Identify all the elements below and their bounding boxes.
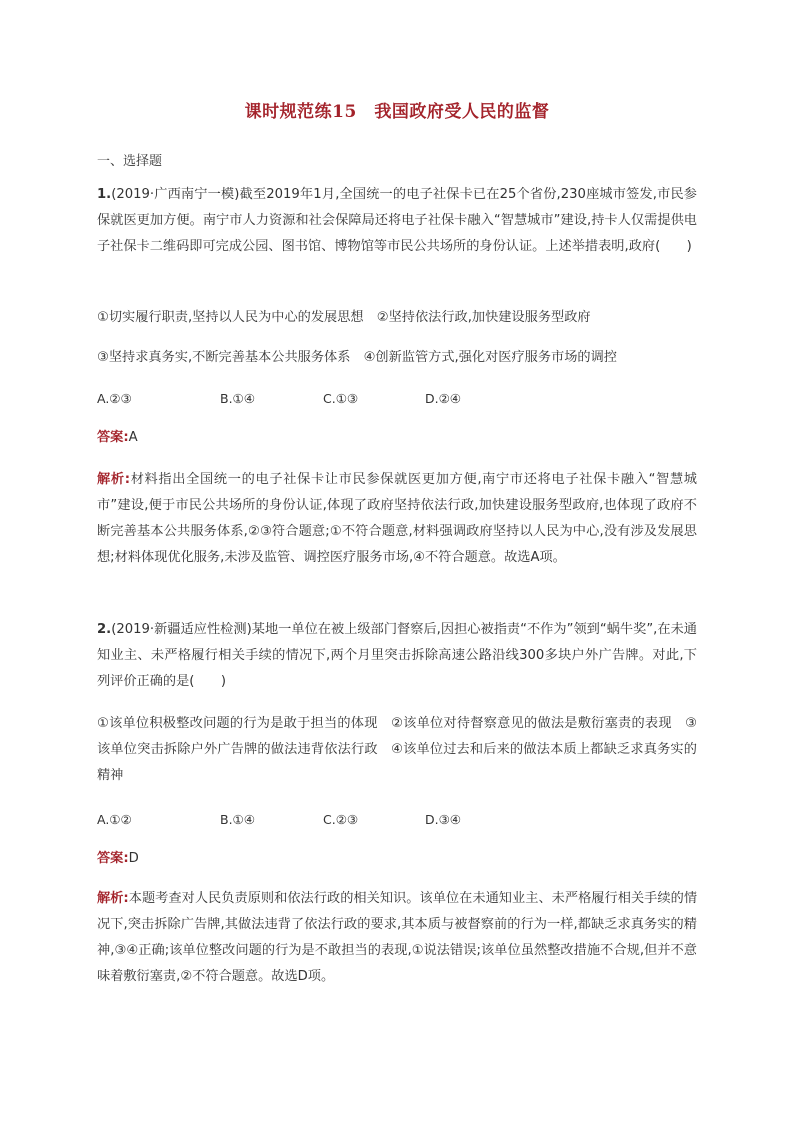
- question-2-answer: [97, 846, 697, 872]
- question-1-statements-line-1: ①切实履行职责,坚持以人民为中心的发展思想 ②坚持依法行政,加快建设服务型政府: [97, 310, 591, 325]
- question-1-analysis: [97, 467, 697, 571]
- question-2-answer-value: D: [128, 851, 139, 866]
- question-1-answer-value: A: [128, 430, 138, 445]
- question-2-stem: (2019·新疆适应性检测)某地一单位在被上级部门督察后,因担心被指责“不作为”领到“蜗牛奖”,在未通知业主、未严格履行相关手续的情况下,两个月里突击拆除高速公路沿线300多块户外广告牌。对此,下列评价正确的是( ): [97, 622, 697, 689]
- question-1-answer-label: 答案:: [97, 430, 129, 445]
- question-2-option-d: D.③④: [425, 812, 462, 827]
- question-2-number: 2.: [97, 622, 112, 637]
- question-2-analysis: [97, 886, 697, 990]
- question-1-option-d: D.②④: [425, 391, 462, 406]
- question-1-answer: [97, 425, 697, 451]
- question-2-stem-block: [97, 617, 697, 695]
- question-2-analysis-text: 本题考查对人民负责原则和依法行政的相关知识。该单位在未通知业主、未严格履行相关手续的情况下,突击拆除广告牌,其做法违背了依法行政的要求,其本质与被督察前的行为一样,都缺乏求真务实的精神,③④正确;该单位整改问题的行为是不敢担当的表现,①说法错误;该单位虽然整改措施不合规,但并不意味着敷衍塞责,②不符合题意。故选D项。: [97, 891, 698, 984]
- question-1-analysis-text: 材料指出全国统一的电子社保卡让市民参保就医更加方便,南宁市还将电子社保卡融入“智慧城市”建设,便于市民公共场所的身份认证,体现了政府坚持依法行政,加快建设服务型政府,也体现了政府不断完善基本公共服务体系,②③符合题意;①不符合题意,材料强调政府坚持以人民为中心,没有涉及发展思想;材料体现优化服务,未涉及监管、调控医疗服务市场,④不符合题意。故选A项。: [97, 472, 697, 565]
- question-1-statements-line-2: ③坚持求真务实,不断完善基本公共服务体系 ④创新监管方式,强化对医疗服务市场的调控: [97, 350, 617, 365]
- section-heading: 一、选择题: [97, 154, 163, 169]
- question-1-stem-block: [97, 182, 697, 260]
- question-2-analysis-label: 解析:: [97, 891, 129, 906]
- question-1-analysis-label: 解析:: [97, 472, 131, 487]
- page-title: 课时规范练15 我国政府受人民的监督: [244, 102, 550, 122]
- question-1-number: 1.: [97, 187, 112, 202]
- question-2-option-b: B.①④: [220, 812, 255, 827]
- question-1-option-a: A.②③: [97, 391, 132, 406]
- question-1-option-c: C.①③: [323, 391, 359, 406]
- question-1-option-b: B.①④: [220, 391, 255, 406]
- question-2-statements: ①该单位积极整改问题的行为是敢于担当的体现 ②该单位对待督察意见的做法是敷衍塞责的表现 ③该单位突击拆除户外广告牌的做法违背依法行政 ④该单位过去和后来的做法本质上都缺乏求真务实的精神: [97, 716, 697, 783]
- question-1-stem: (2019·广西南宁一模)截至2019年1月,全国统一的电子社保卡已在25个省份,230座城市签发,市民参保就医更加方便。南宁市人力资源和社会保障局还将电子社保卡融入“智慧城市”建设,持卡人仅需提供电子社保卡二维码即可完成公园、图书馆、博物馆等市民公共场所的身份认证。上述举措表明,政府( ): [97, 187, 697, 254]
- question-2-answer-label: 答案:: [97, 851, 129, 866]
- question-2-option-a: A.①②: [97, 812, 132, 827]
- question-2-option-c: C.②③: [323, 812, 359, 827]
